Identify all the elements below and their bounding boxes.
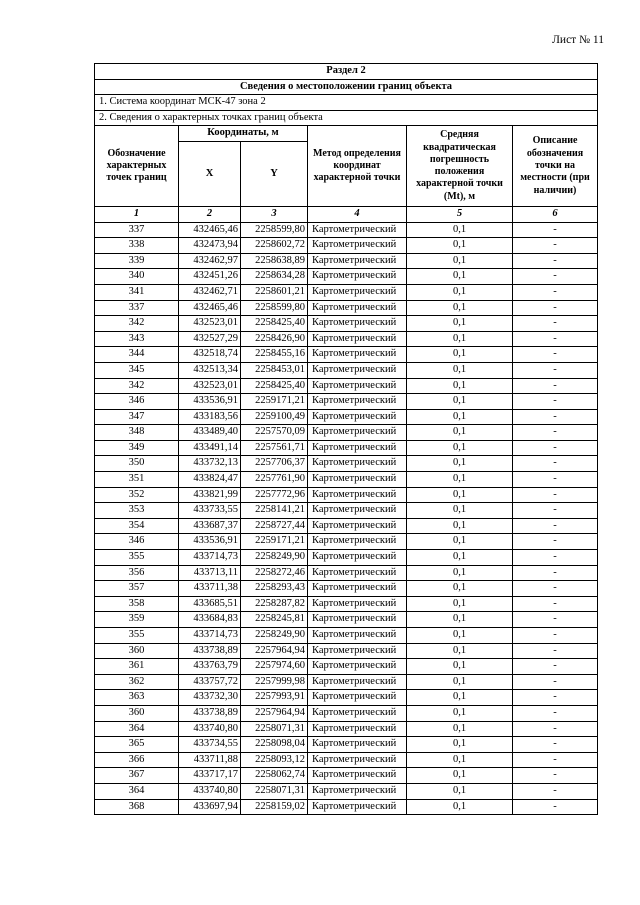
description-cell: - [513,659,598,675]
error-cell: 0,1 [407,440,513,456]
method-cell: Картометрический [308,316,407,332]
y-coordinate-cell: 2258272,46 [241,565,308,581]
error-cell: 0,1 [407,690,513,706]
table-row [95,316,598,332]
table-row [95,347,598,363]
x-coordinate-cell: 433711,38 [179,581,241,597]
point-cell: 342 [95,316,179,332]
x-coordinate-cell: 433740,80 [179,721,241,737]
points-info-line: 2. Сведения о характерных точках границ объекта [95,110,598,126]
x-coordinate-cell: 432523,01 [179,378,241,394]
error-cell: 0,1 [407,581,513,597]
point-cell: 349 [95,440,179,456]
x-coordinate-cell: 433824,47 [179,472,241,488]
description-cell: - [513,300,598,316]
error-cell: 0,1 [407,456,513,472]
error-cell: 0,1 [407,596,513,612]
table-row [95,222,598,238]
method-cell: Картометрический [308,799,407,815]
error-cell: 0,1 [407,799,513,815]
error-cell: 0,1 [407,550,513,566]
table-row [95,581,598,597]
description-cell: - [513,456,598,472]
table-row [95,472,598,488]
table-row [95,612,598,628]
error-cell: 0,1 [407,768,513,784]
error-cell: 0,1 [407,409,513,425]
x-coordinate-cell: 433757,72 [179,674,241,690]
table-row [95,550,598,566]
x-coordinate-cell: 433740,80 [179,783,241,799]
description-cell: - [513,269,598,285]
error-cell: 0,1 [407,472,513,488]
method-cell: Картометрический [308,425,407,441]
x-coordinate-cell: 433489,40 [179,425,241,441]
table-row [95,534,598,550]
description-cell: - [513,628,598,644]
error-cell: 0,1 [407,783,513,799]
method-cell: Картометрический [308,456,407,472]
error-cell: 0,1 [407,238,513,254]
point-cell: 345 [95,362,179,378]
method-cell: Картометрический [308,768,407,784]
point-cell: 367 [95,768,179,784]
point-cell: 365 [95,737,179,753]
description-cell: - [513,674,598,690]
point-cell: 346 [95,394,179,410]
x-coordinate-cell: 433536,91 [179,394,241,410]
table-row [95,253,598,269]
y-coordinate-cell: 2257772,96 [241,487,308,503]
method-cell: Картометрический [308,284,407,300]
point-cell: 348 [95,425,179,441]
y-coordinate-cell: 2258071,31 [241,783,308,799]
point-cell: 356 [95,565,179,581]
x-coordinate-cell: 433738,89 [179,705,241,721]
table-row [95,518,598,534]
point-cell: 360 [95,705,179,721]
error-cell: 0,1 [407,643,513,659]
method-cell: Картометрический [308,690,407,706]
error-cell: 0,1 [407,300,513,316]
point-cell: 357 [95,581,179,597]
y-coordinate-cell: 2257761,90 [241,472,308,488]
description-cell: - [513,550,598,566]
boundary-points-table [94,63,598,815]
x-coordinate-cell: 433717,17 [179,768,241,784]
column-number: 3 [241,206,308,222]
description-cell: - [513,799,598,815]
y-coordinate-cell: 2259171,21 [241,394,308,410]
method-cell: Картометрический [308,487,407,503]
error-cell: 0,1 [407,612,513,628]
x-coordinate-cell: 432518,74 [179,347,241,363]
description-cell: - [513,721,598,737]
point-cell: 360 [95,643,179,659]
x-coordinate-cell: 433733,55 [179,503,241,519]
method-cell: Картометрический [308,752,407,768]
y-coordinate-cell: 2257964,94 [241,705,308,721]
point-cell: 354 [95,518,179,534]
x-coordinate-cell: 433697,94 [179,799,241,815]
x-coordinate-cell: 433732,13 [179,456,241,472]
x-coordinate-cell: 432465,46 [179,300,241,316]
method-cell: Картометрический [308,565,407,581]
table-row [95,503,598,519]
error-cell: 0,1 [407,503,513,519]
y-coordinate-cell: 2258599,80 [241,300,308,316]
x-coordinate-cell: 433684,83 [179,612,241,628]
method-cell: Картометрический [308,705,407,721]
point-cell: 347 [95,409,179,425]
description-cell: - [513,253,598,269]
error-cell: 0,1 [407,331,513,347]
y-coordinate-cell: 2257570,09 [241,425,308,441]
y-coordinate-cell: 2258141,21 [241,503,308,519]
table-row [95,284,598,300]
description-cell: - [513,612,598,628]
method-cell: Картометрический [308,238,407,254]
method-cell: Картометрический [308,394,407,410]
error-cell: 0,1 [407,284,513,300]
point-cell: 350 [95,456,179,472]
table-row [95,394,598,410]
point-cell: 344 [95,347,179,363]
y-coordinate-cell: 2258634,28 [241,269,308,285]
error-cell: 0,1 [407,752,513,768]
method-cell: Картометрический [308,503,407,519]
y-coordinate-cell: 2257706,37 [241,456,308,472]
description-cell: - [513,347,598,363]
description-cell: - [513,581,598,597]
description-cell: - [513,705,598,721]
error-cell: 0,1 [407,362,513,378]
error-cell: 0,1 [407,518,513,534]
x-coordinate-cell: 433183,56 [179,409,241,425]
method-cell: Картометрический [308,737,407,753]
section-title: Раздел 2 [95,64,598,80]
table-row [95,721,598,737]
x-coordinate-cell: 433685,51 [179,596,241,612]
error-cell: 0,1 [407,737,513,753]
x-coordinate-cell: 432462,71 [179,284,241,300]
y-coordinate-cell: 2258071,31 [241,721,308,737]
description-cell: - [513,565,598,581]
error-cell: 0,1 [407,316,513,332]
error-cell: 0,1 [407,487,513,503]
column-number: 2 [179,206,241,222]
method-cell: Картометрический [308,440,407,456]
error-cell: 0,1 [407,659,513,675]
description-cell: - [513,362,598,378]
y-coordinate-cell: 2258062,74 [241,768,308,784]
point-cell: 362 [95,674,179,690]
table-row [95,269,598,285]
table-row [95,628,598,644]
method-cell: Картометрический [308,721,407,737]
method-cell: Картометрический [308,472,407,488]
point-cell: 358 [95,596,179,612]
method-cell: Картометрический [308,643,407,659]
x-coordinate-cell: 433732,30 [179,690,241,706]
y-coordinate-cell: 2258245,81 [241,612,308,628]
description-cell: - [513,316,598,332]
method-cell: Картометрический [308,674,407,690]
y-coordinate-cell: 2258601,21 [241,284,308,300]
point-cell: 337 [95,222,179,238]
x-coordinate-cell: 433711,88 [179,752,241,768]
table-row [95,409,598,425]
table-row [95,378,598,394]
error-cell: 0,1 [407,253,513,269]
x-coordinate-cell: 432473,94 [179,238,241,254]
description-cell: - [513,472,598,488]
method-cell: Картометрический [308,534,407,550]
y-coordinate-cell: 2258638,89 [241,253,308,269]
error-cell: 0,1 [407,269,513,285]
error-cell: 0,1 [407,394,513,410]
error-cell: 0,1 [407,425,513,441]
point-cell: 338 [95,238,179,254]
error-cell: 0,1 [407,705,513,721]
description-cell: - [513,331,598,347]
table-row [95,440,598,456]
error-cell: 0,1 [407,222,513,238]
header-y: Y [241,141,308,206]
point-cell: 340 [95,269,179,285]
y-coordinate-cell: 2257561,71 [241,440,308,456]
method-cell: Картометрический [308,550,407,566]
method-cell: Картометрический [308,300,407,316]
y-coordinate-cell: 2258599,80 [241,222,308,238]
y-coordinate-cell: 2258453,01 [241,362,308,378]
table-row [95,643,598,659]
header-method: Метод определения координат характерной точки [308,126,407,207]
y-coordinate-cell: 2257974,60 [241,659,308,675]
method-cell: Картометрический [308,222,407,238]
y-coordinate-cell: 2258426,90 [241,331,308,347]
description-cell: - [513,596,598,612]
point-cell: 352 [95,487,179,503]
point-cell: 346 [95,534,179,550]
y-coordinate-cell: 2258249,90 [241,628,308,644]
description-cell: - [513,409,598,425]
description-cell: - [513,783,598,799]
description-cell: - [513,752,598,768]
description-cell: - [513,487,598,503]
x-coordinate-cell: 433821,99 [179,487,241,503]
table-row [95,487,598,503]
description-cell: - [513,284,598,300]
description-cell: - [513,643,598,659]
point-cell: 343 [95,331,179,347]
point-cell: 355 [95,550,179,566]
point-cell: 341 [95,284,179,300]
x-coordinate-cell: 432462,97 [179,253,241,269]
y-coordinate-cell: 2258293,43 [241,581,308,597]
x-coordinate-cell: 433687,37 [179,518,241,534]
point-cell: 342 [95,378,179,394]
description-cell: - [513,238,598,254]
table-row [95,690,598,706]
x-coordinate-cell: 433734,55 [179,737,241,753]
description-cell: - [513,534,598,550]
method-cell: Картометрический [308,378,407,394]
description-cell: - [513,378,598,394]
method-cell: Картометрический [308,581,407,597]
table-row [95,752,598,768]
table-row [95,238,598,254]
header-x: X [179,141,241,206]
table-row [95,362,598,378]
error-cell: 0,1 [407,674,513,690]
y-coordinate-cell: 2258425,40 [241,378,308,394]
table-row [95,768,598,784]
table-row [95,331,598,347]
header-description: Описание обозначения точки на местности (при наличии) [513,126,598,207]
x-coordinate-cell: 432465,46 [179,222,241,238]
method-cell: Картометрический [308,331,407,347]
method-cell: Картометрический [308,659,407,675]
table-row [95,783,598,799]
method-cell: Картометрический [308,612,407,628]
point-cell: 361 [95,659,179,675]
y-coordinate-cell: 2258159,02 [241,799,308,815]
table-row [95,799,598,815]
description-cell: - [513,518,598,534]
description-cell: - [513,440,598,456]
table-row [95,674,598,690]
description-cell: - [513,394,598,410]
error-cell: 0,1 [407,628,513,644]
column-number: 5 [407,206,513,222]
x-coordinate-cell: 433763,79 [179,659,241,675]
x-coordinate-cell: 432513,34 [179,362,241,378]
point-cell: 363 [95,690,179,706]
error-cell: 0,1 [407,378,513,394]
column-number: 4 [308,206,407,222]
header-coords: Координаты, м [179,126,308,142]
table-row [95,737,598,753]
section-subtitle: Сведения о местоположении границ объекта [95,79,598,95]
x-coordinate-cell: 433713,11 [179,565,241,581]
y-coordinate-cell: 2258249,90 [241,550,308,566]
x-coordinate-cell: 433536,91 [179,534,241,550]
table-row [95,596,598,612]
point-cell: 351 [95,472,179,488]
x-coordinate-cell: 433714,73 [179,550,241,566]
description-cell: - [513,690,598,706]
description-cell: - [513,425,598,441]
error-cell: 0,1 [407,534,513,550]
method-cell: Картометрический [308,362,407,378]
point-cell: 339 [95,253,179,269]
sheet-number: Лист № 11 [552,34,604,46]
y-coordinate-cell: 2257964,94 [241,643,308,659]
error-cell: 0,1 [407,347,513,363]
point-cell: 359 [95,612,179,628]
x-coordinate-cell: 433491,14 [179,440,241,456]
table-row [95,659,598,675]
method-cell: Картометрический [308,269,407,285]
y-coordinate-cell: 2257999,98 [241,674,308,690]
y-coordinate-cell: 2259171,21 [241,534,308,550]
y-coordinate-cell: 2258093,12 [241,752,308,768]
method-cell: Картометрический [308,409,407,425]
description-cell: - [513,737,598,753]
point-cell: 364 [95,783,179,799]
header-point: Обозначение характерных точек границ [95,126,179,207]
description-cell: - [513,222,598,238]
point-cell: 364 [95,721,179,737]
method-cell: Картометрический [308,253,407,269]
x-coordinate-cell: 432527,29 [179,331,241,347]
x-coordinate-cell: 433714,73 [179,628,241,644]
method-cell: Картометрический [308,518,407,534]
table-row [95,565,598,581]
table-row [95,300,598,316]
method-cell: Картометрический [308,783,407,799]
description-cell: - [513,503,598,519]
y-coordinate-cell: 2258455,16 [241,347,308,363]
x-coordinate-cell: 432523,01 [179,316,241,332]
column-number: 6 [513,206,598,222]
table-row [95,456,598,472]
method-cell: Картометрический [308,347,407,363]
point-cell: 353 [95,503,179,519]
coordinate-system-line: 1. Система координат МСК-47 зона 2 [95,95,598,111]
y-coordinate-cell: 2258602,72 [241,238,308,254]
y-coordinate-cell: 2258098,04 [241,737,308,753]
y-coordinate-cell: 2257993,91 [241,690,308,706]
description-cell: - [513,768,598,784]
y-coordinate-cell: 2259100,49 [241,409,308,425]
header-error: Средняя квадратическая погрешность положения характерной точки (Mt), м [407,126,513,207]
table-row [95,425,598,441]
table-row [95,705,598,721]
point-cell: 366 [95,752,179,768]
y-coordinate-cell: 2258727,44 [241,518,308,534]
method-cell: Картометрический [308,628,407,644]
column-number: 1 [95,206,179,222]
x-coordinate-cell: 432451,26 [179,269,241,285]
point-cell: 355 [95,628,179,644]
point-cell: 337 [95,300,179,316]
method-cell: Картометрический [308,596,407,612]
error-cell: 0,1 [407,565,513,581]
x-coordinate-cell: 433738,89 [179,643,241,659]
y-coordinate-cell: 2258287,82 [241,596,308,612]
y-coordinate-cell: 2258425,40 [241,316,308,332]
error-cell: 0,1 [407,721,513,737]
point-cell: 368 [95,799,179,815]
